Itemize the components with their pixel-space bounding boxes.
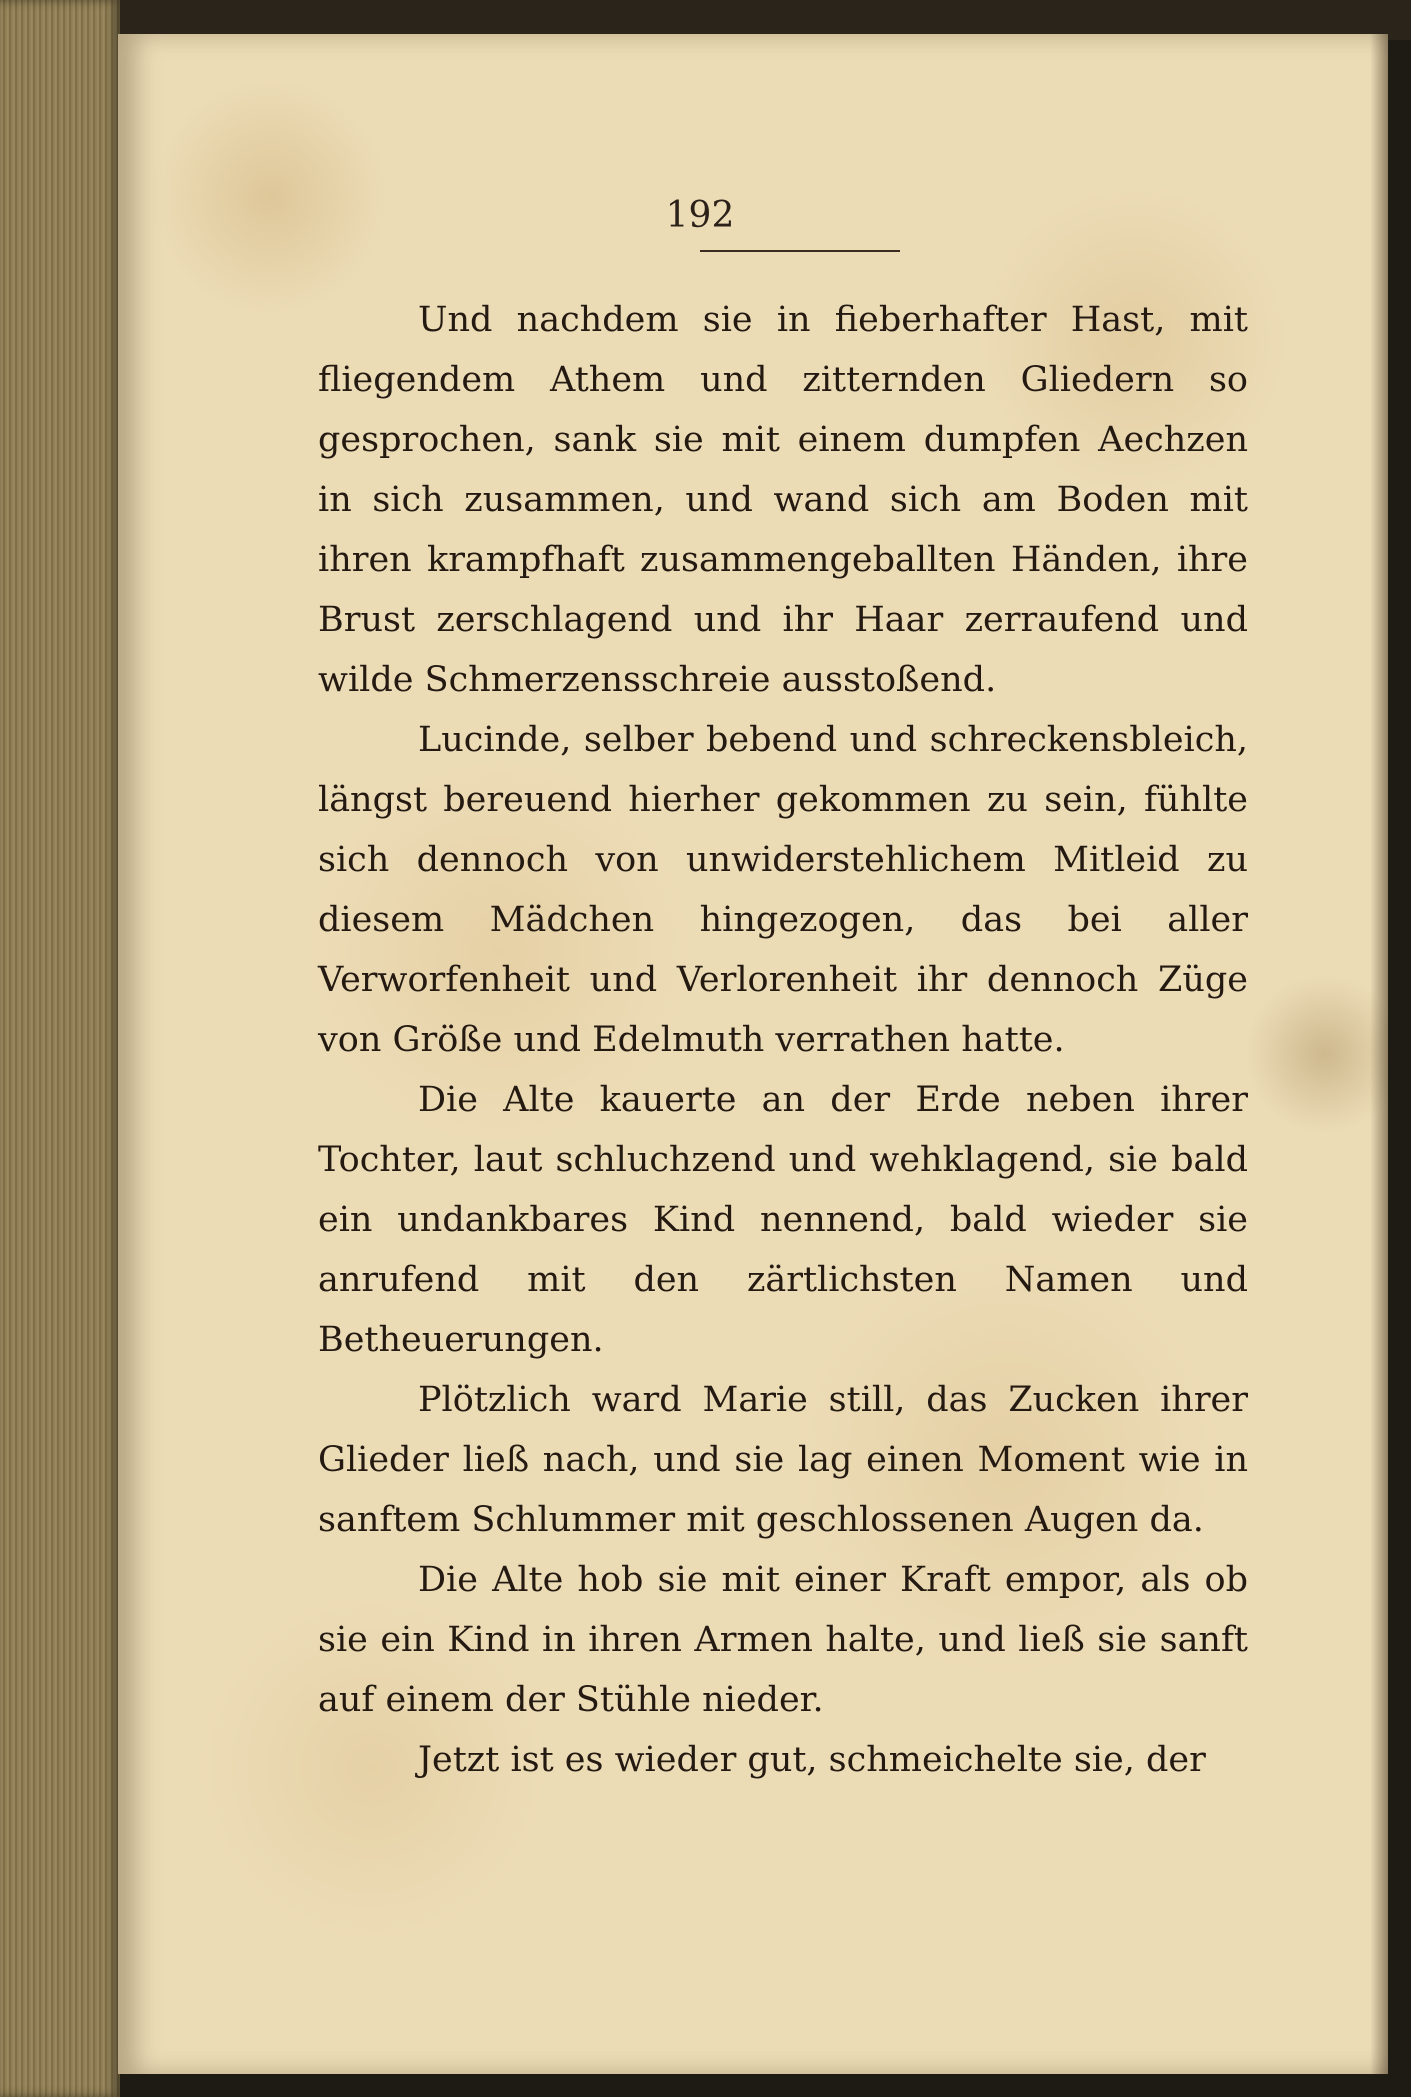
paragraph: Die Alte kauerte an der Erde neben ihrer Tochter, laut schluchzend und wehklagend, sie bald ein undankbares Kind nennend, bald wieder sie anrufend mit den zärtlichsten Namen und Betheuerungen. [318, 1080, 1248, 1360]
page-number-rule [700, 250, 900, 252]
page-number: 192 [665, 195, 735, 236]
book-page-edges [0, 0, 120, 2097]
paragraph: Plötzlich ward Marie still, das Zucken ihrer Glieder ließ nach, und sie lag einen Moment wie in sanftem Schlummer mit geschlossenen Augen da. [318, 1380, 1248, 1540]
page-gutter-shadow [1370, 34, 1388, 2074]
paragraph: Und nachdem sie in fieberhafter Hast, mit fliegendem Athem und zitternden Gliedern so gesprochen, sank sie mit einem dumpfen Aechzen in sich zusammen, und wand sich am Boden mit ihren krampfhaft zusammengeballten Händen, ihre Brust zerschlagend und ihr Haar zerraufend und wilde Schmerzensschreie ausstoßend. [318, 300, 1248, 700]
paragraph: Die Alte hob sie mit einer Kraft empor, als ob sie ein Kind in ihren Armen halte, und ließ sie sanft auf einem der Stühle nieder. [318, 1560, 1248, 1720]
body-text [318, 290, 1248, 1790]
paragraph: Jetzt ist es wieder gut, schmeichelte sie, der [418, 1740, 1206, 1780]
paragraph: Lucinde, selber bebend und schreckensbleich, längst bereuend hierher gekommen zu sein, fühlte sich dennoch von unwiderstehlichem Mitleid zu diesem Mädchen hingezogen, das bei aller Verworfenheit und Verlorenheit ihr dennoch Züge von Größe und Edelmuth verrathen hatte. [318, 720, 1248, 1060]
